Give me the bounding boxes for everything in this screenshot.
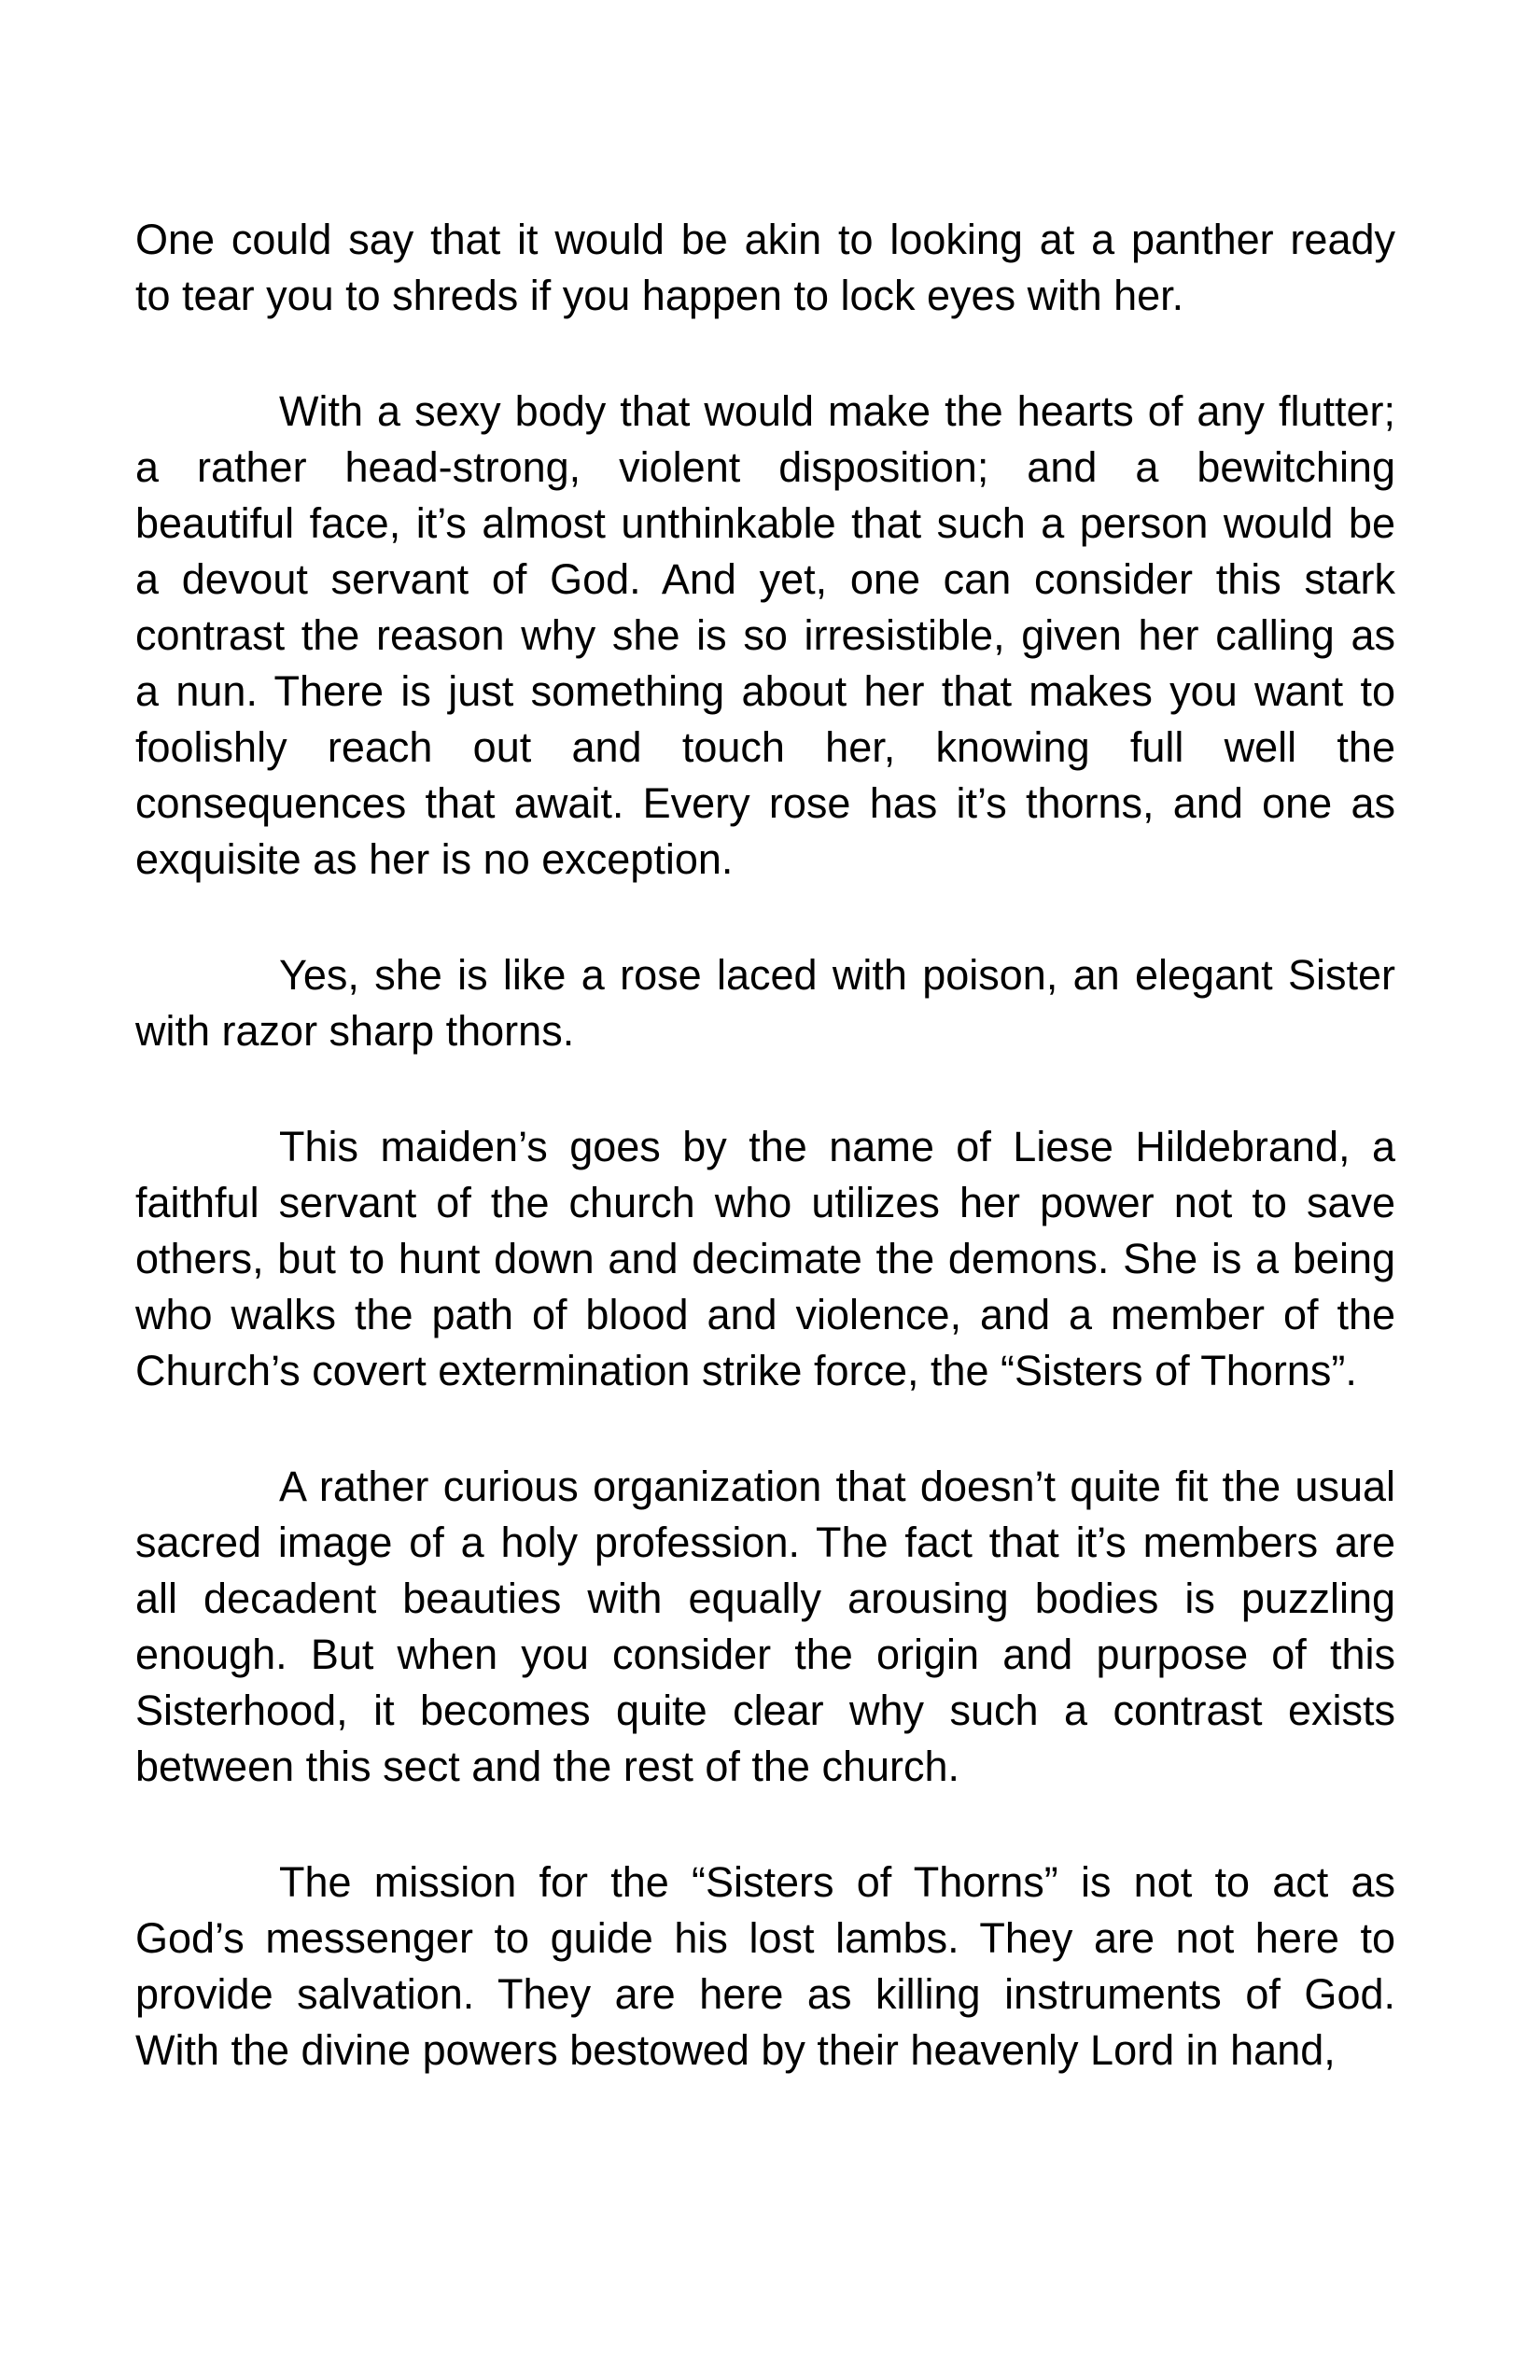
text-line: God’s messenger to guide his lost lambs. They are not here to — [135, 1914, 1395, 1962]
text-line: with razor sharp thorns. — [135, 1007, 575, 1055]
text-line: to tear you to shreds if you happen to lock eyes with her. — [135, 272, 1184, 319]
text-line: enough. But when you consider the origin and purpose of this — [135, 1631, 1395, 1678]
paragraph — [135, 1119, 1395, 1399]
text-line: A rather curious organization that doesn’t quite fit the usual — [279, 1463, 1395, 1510]
text-line: sacred image of a holy profession. The fact that it’s members are — [135, 1519, 1395, 1566]
paragraph — [135, 1855, 1395, 2079]
paragraph — [135, 384, 1395, 888]
text-line: Church’s covert extermination strike force, the “Sisters of Thorns”. — [135, 1347, 1357, 1394]
text-line: between this sect and the rest of the church. — [135, 1743, 960, 1790]
text-line: This maiden’s goes by the name of Liese Hildebrand, a — [279, 1123, 1395, 1170]
page-body — [135, 212, 1395, 2138]
paragraph — [135, 212, 1395, 324]
text-line: foolishly reach out and touch her, knowing full well the — [135, 723, 1395, 771]
text-line: exquisite as her is no exception. — [135, 835, 734, 883]
text-line: provide salvation. They are here as killing instruments of God. — [135, 1970, 1395, 2018]
text-line: With the divine powers bestowed by their heavenly Lord in hand, — [135, 2026, 1336, 2074]
text-line: contrast the reason why she is so irresistible, given her calling as — [135, 611, 1395, 659]
text-line: With a sexy body that would make the hearts of any flutter; — [279, 387, 1395, 435]
text-line: who walks the path of blood and violence, and a member of the — [135, 1291, 1395, 1338]
text-line: Sisterhood, it becomes quite clear why such a contrast exists — [135, 1687, 1395, 1734]
text-line: The mission for the “Sisters of Thorns” is not to act as — [279, 1858, 1395, 1906]
text-line: Yes, she is like a rose laced with poison, an elegant Sister — [279, 951, 1395, 999]
text-line: all decadent beauties with equally arousing bodies is puzzling — [135, 1575, 1395, 1622]
text-line: a nun. There is just something about her that makes you want to — [135, 667, 1395, 715]
text-line: others, but to hunt down and decimate the demons. She is a being — [135, 1235, 1395, 1282]
text-line: One could say that it would be akin to looking at a panther ready — [135, 216, 1395, 263]
text-line: a rather head-strong, violent disposition; and a bewitching — [135, 443, 1395, 491]
text-line: consequences that await. Every rose has it’s thorns, and one as — [135, 779, 1395, 827]
paragraph — [135, 1459, 1395, 1795]
text-line: a devout servant of God. And yet, one can consider this stark — [135, 555, 1395, 603]
text-line: faithful servant of the church who utilizes her power not to save — [135, 1179, 1395, 1226]
paragraph — [135, 947, 1395, 1059]
text-line: beautiful face, it’s almost unthinkable that such a person would be — [135, 499, 1395, 547]
